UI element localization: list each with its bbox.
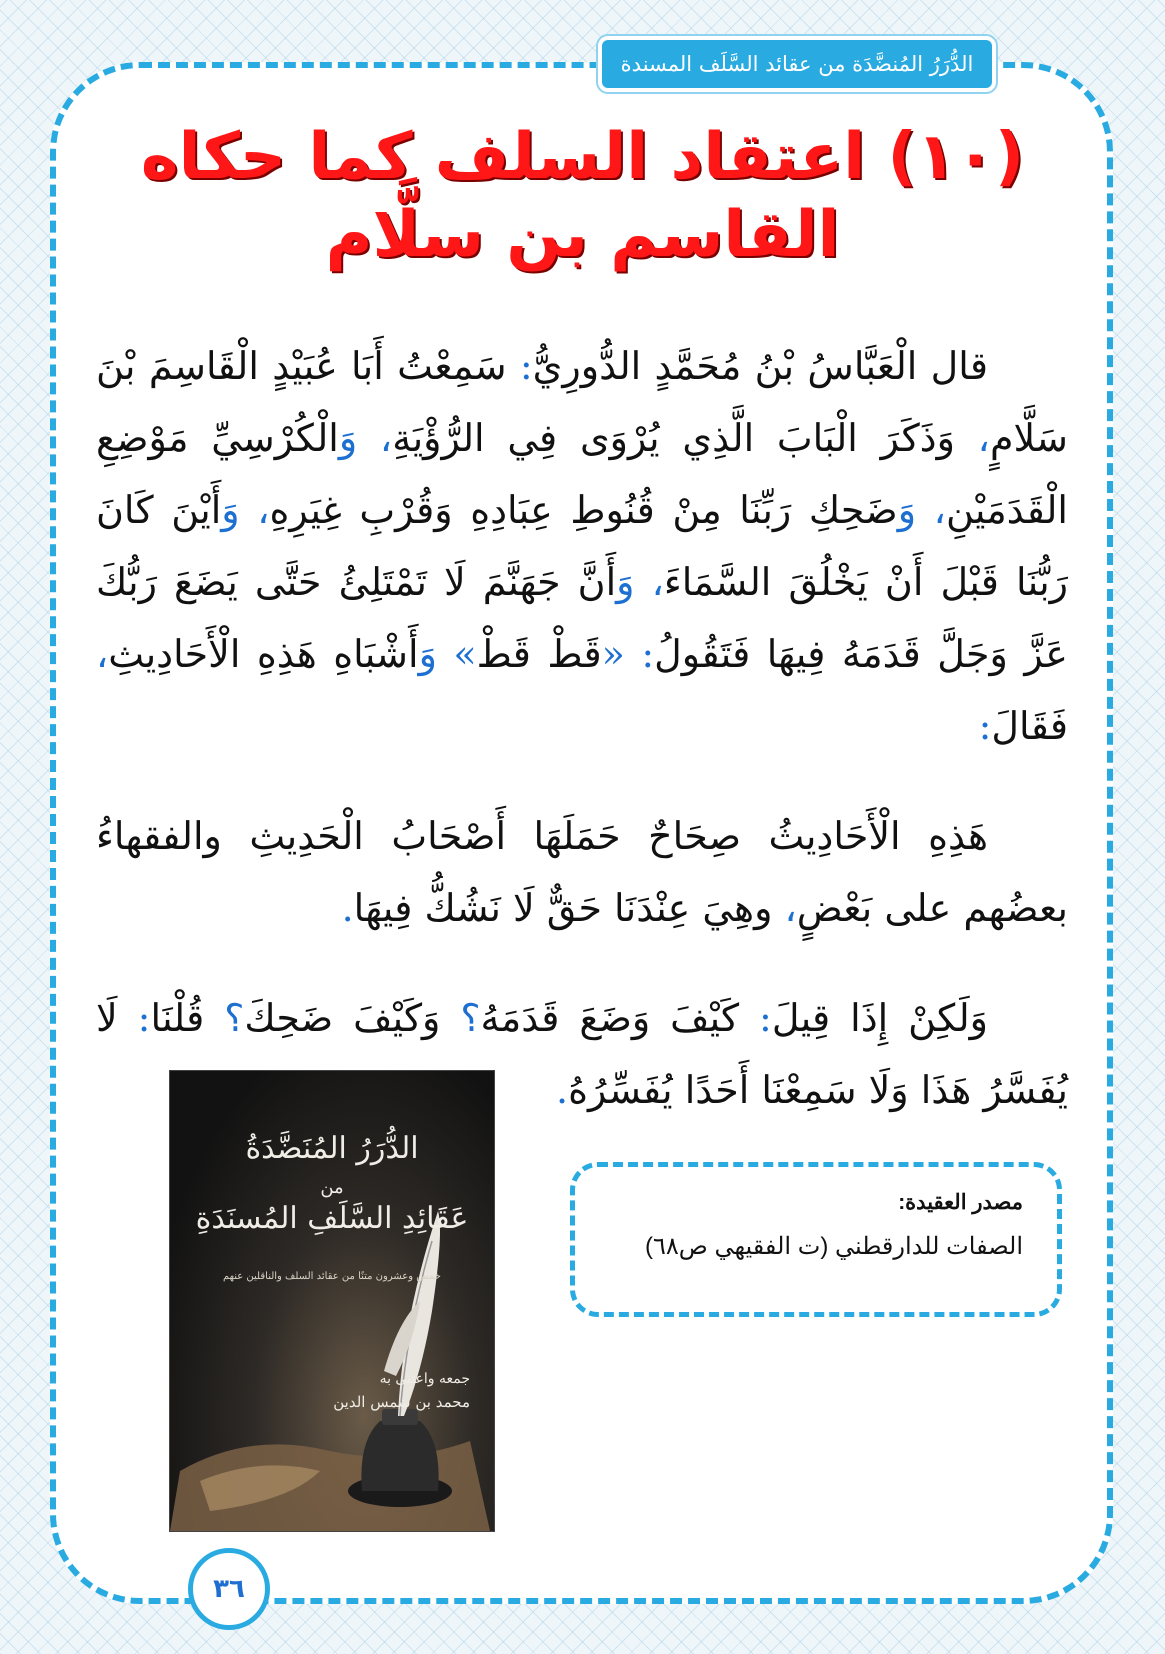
text-segment: قال الْعَبَّاسُ بْنُ مُحَمَّدٍ الدُّورِيُّ bbox=[532, 344, 988, 388]
text-segment: فَقَالَ bbox=[991, 704, 1068, 748]
text-segment: أَيْنَ كَانَ رَبُّنَا قَبْلَ أَنْ يَخْلُقَ السَّمَاءَ bbox=[96, 488, 1068, 604]
source-text: الصفات للدارقطني (ت الفقيهي ص٦٨) bbox=[645, 1233, 1023, 1260]
punctuation-segment: : bbox=[117, 996, 151, 1040]
punctuation-segment: : bbox=[739, 996, 772, 1040]
title-line-2: القاسم بن سلَّام bbox=[325, 198, 840, 273]
text-segment: وَلَكِنْ إِذَا قِيلَ bbox=[771, 996, 989, 1040]
punctuation-segment: ، bbox=[954, 416, 990, 460]
page-title bbox=[110, 118, 1055, 274]
page-number bbox=[188, 1548, 270, 1630]
text-segment: وَكَيْفَ ضَحِكَ bbox=[244, 996, 441, 1040]
text-segment: سَمِعْتُ أَبَا عُبَيْدٍ الْقَاسِمَ بْنَ سَلَّامٍ bbox=[96, 344, 1068, 460]
punctuation-segment: » وَ bbox=[418, 632, 477, 676]
text-segment: كَيْفَ وَضَعَ قَدَمَهُ bbox=[480, 996, 740, 1040]
cover-title-line-3: عَقَائِدِ السَّلَفِ المُسنَدَةِ bbox=[195, 1201, 469, 1236]
text-segment: الْكُرْسِيِّ مَوْضِعِ الْقَدَمَيْنِ bbox=[96, 416, 1068, 532]
source-box bbox=[570, 1162, 1062, 1317]
header-banner-text: الدُّرَرُ المُنضَّدَة من عقائد السَّلَف المسندة bbox=[620, 52, 974, 76]
title-line-1: (١٠) اعتقاد السلف كما حكاه bbox=[140, 120, 1025, 194]
punctuation-segment: ، وَ bbox=[338, 416, 393, 460]
cover-author: محمد بن شمس الدين bbox=[333, 1393, 470, 1411]
text-segment: هَذِهِ الْأَحَادِيثُ صِحَاحٌ حَمَلَهَا أَصْحَابُ الْحَدِيثِ والفقهاءُ بعضُهم على بَعْضٍ bbox=[96, 814, 1068, 930]
punctuation-segment: : bbox=[506, 344, 533, 388]
paragraph bbox=[96, 800, 1068, 944]
text-segment: وَذَكَرَ الْبَابَ الَّذِي يُرْوَى فِي الرُّؤْيَةِ bbox=[392, 416, 955, 460]
punctuation-segment: ؟ bbox=[440, 996, 481, 1040]
text-segment: أَشْبَاهِ هَذِهِ الْأَحَادِيثِ bbox=[108, 632, 419, 676]
punctuation-segment: ، وَ bbox=[221, 488, 270, 532]
punctuation-segment: ، bbox=[96, 632, 109, 676]
punctuation-segment: ، وَ bbox=[616, 560, 664, 604]
punctuation-segment: . bbox=[555, 1068, 569, 1112]
punctuation-segment: ؟ bbox=[204, 996, 245, 1040]
text-segment: قَطْ قَطْ bbox=[476, 632, 602, 676]
page-number-text: ٣٦ bbox=[213, 1574, 245, 1604]
text-segment: قُلْنَا bbox=[150, 996, 205, 1040]
cover-title-line-2: من bbox=[320, 1177, 344, 1198]
book-cover-image bbox=[170, 1071, 494, 1531]
punctuation-segment: . bbox=[341, 886, 354, 930]
text-segment: أَنَّ جَهَنَّمَ لَا تَمْتَلِئُ حَتَّى يَضَعَ رَبُّكَ عَزَّ وَجَلَّ قَدَمَهُ فِيهَا فَتَقُولُ bbox=[96, 560, 1068, 676]
punctuation-segment: : « bbox=[601, 632, 655, 676]
punctuation-segment: ، وَ bbox=[897, 488, 946, 532]
paragraph bbox=[96, 330, 1068, 762]
text-segment: ضَحِكِ رَبِّنَا مِنْ قُنُوطِ عِبَادِهِ وَقُرْبِ غِيَرِهِ bbox=[269, 488, 898, 532]
punctuation-segment: ، bbox=[772, 886, 797, 930]
cover-compiled-by: جمعه واعتنى به bbox=[379, 1371, 470, 1387]
source-label: مصدر العقيدة: bbox=[898, 1191, 1023, 1214]
cover-title-line-1: الدُّرَرُ المُنَضَّدَةُ bbox=[245, 1131, 419, 1166]
body-text bbox=[96, 330, 1068, 1126]
text-segment: وهِيَ عِنْدَنَا حَقٌّ لَا نَشُكُّ فِيهَا bbox=[353, 886, 773, 930]
text-segment: لَا يُفَسَّرُ هَذَا وَلَا سَمِعْنَا أَحَدًا يُفَسِّرُهُ bbox=[96, 996, 1068, 1112]
punctuation-segment: : bbox=[978, 704, 992, 748]
header-banner bbox=[598, 36, 996, 92]
cover-subtitle: خمس وعشرون متنًا من عقائد السلف والناقلين عنهم bbox=[223, 1271, 441, 1282]
